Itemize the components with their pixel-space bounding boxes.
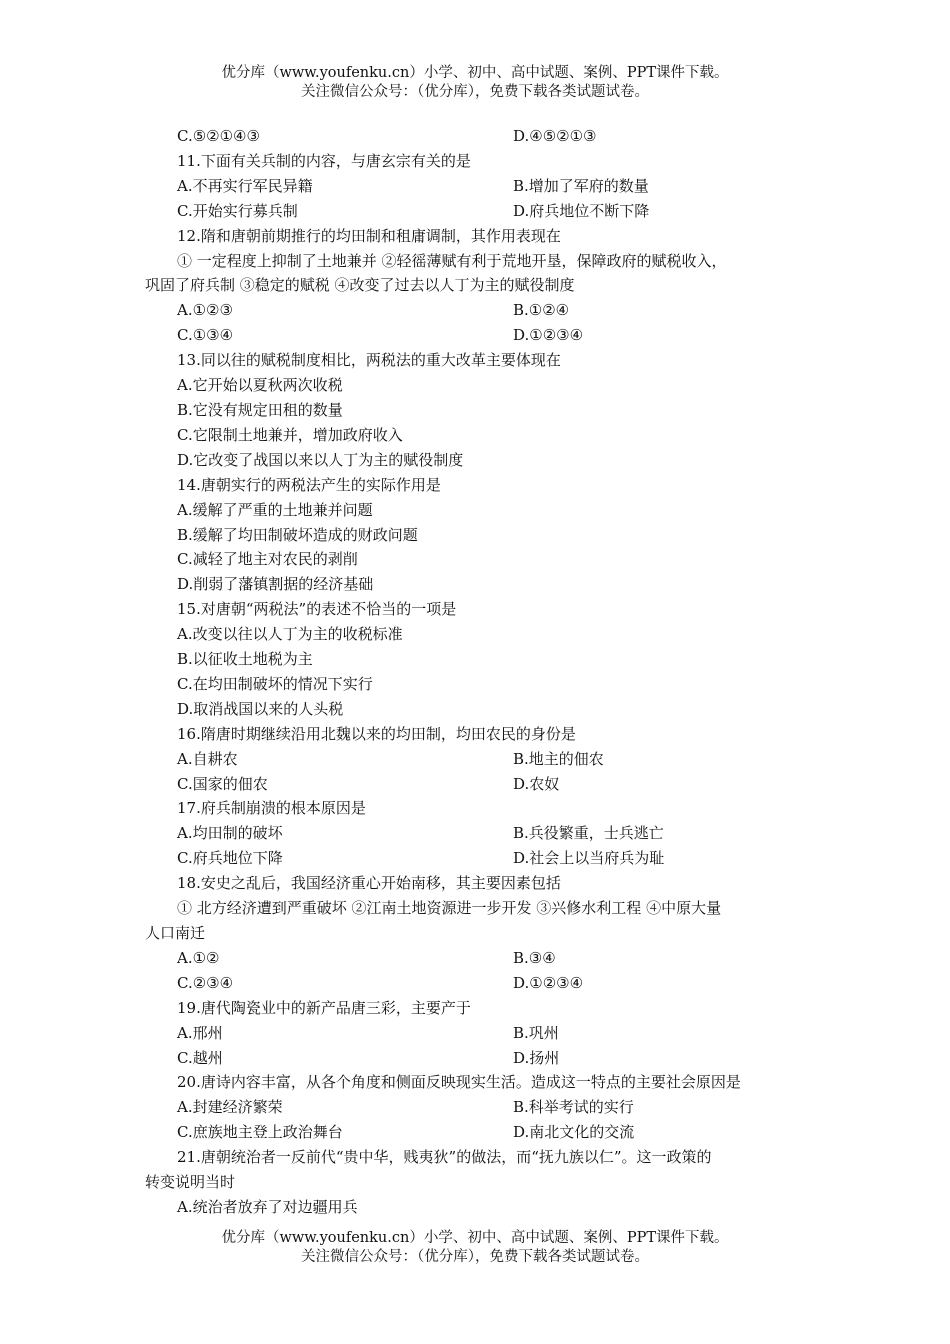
option-text: B.兵役繁重，士兵逃亡 bbox=[513, 824, 664, 843]
option-text: A.邢州 bbox=[177, 1023, 223, 1042]
question-line: 21.唐朝统治者一反前代“贵中华，贱夷狄”的做法，而“抚九族以仁”。这一政策的 bbox=[177, 1148, 712, 1167]
question-line: C.在均田制破坏的情况下实行 bbox=[177, 674, 373, 693]
question-line: 13.同以往的赋税制度相比，两税法的重大改革主要体现在 bbox=[177, 351, 561, 370]
question-continuation: 人口南迁 bbox=[145, 924, 206, 942]
header-line-1: 优分库（www.youfenku.cn）小学、初中、高中试题、案例、PPT课件下载。 bbox=[221, 65, 729, 81]
question-line: A.改变以往以人丁为主的收税标准 bbox=[177, 625, 403, 644]
question-line: D.削弱了藩镇割据的经济基础 bbox=[177, 575, 374, 594]
option-text: A.均田制的破坏 bbox=[177, 824, 283, 843]
option-text: C.①③④ bbox=[177, 326, 234, 345]
question-line: B.以征收土地税为主 bbox=[177, 650, 313, 669]
question-line: B.缓解了均田制破坏造成的财政问题 bbox=[177, 525, 418, 544]
option-row bbox=[145, 747, 810, 772]
question-line: 11.下面有关兵制的内容，与唐玄宗有关的是 bbox=[177, 151, 471, 170]
option-text: C.开始实行募兵制 bbox=[177, 201, 298, 220]
exam-content bbox=[145, 124, 810, 1220]
option-text: C.国家的佃农 bbox=[177, 774, 268, 793]
option-row bbox=[145, 298, 810, 323]
question-line: 15.对唐朝“两税法”的表述不恰当的一项是 bbox=[177, 600, 457, 619]
footer-line-1: 优分库（www.youfenku.cn）小学、初中、高中试题、案例、PPT课件下载。 bbox=[221, 1230, 729, 1246]
question-line: C.它限制土地兼并，增加政府收入 bbox=[177, 425, 403, 444]
question-line: ① 一定程度上抑制了土地兼并 ②轻徭薄赋有利于荒地开垦，保障政府的赋税收入， bbox=[177, 251, 727, 270]
option-row bbox=[145, 1046, 810, 1071]
page-footer bbox=[0, 1229, 950, 1267]
option-text: D.社会上以当府兵为耻 bbox=[513, 849, 665, 868]
option-text: D.南北文化的交流 bbox=[513, 1123, 635, 1142]
option-text: A.不再实行军民异籍 bbox=[177, 176, 313, 195]
option-text: D.扬州 bbox=[513, 1048, 560, 1067]
question-line: 17.府兵制崩溃的根本原因是 bbox=[177, 799, 366, 818]
option-text: B.地主的佃农 bbox=[513, 749, 604, 768]
header-line-2: 关注微信公众号：（优分库），免费下载各类试题试卷。 bbox=[301, 84, 649, 100]
option-row bbox=[145, 971, 810, 996]
question-line: B.它没有规定田租的数量 bbox=[177, 400, 343, 419]
question-line: A.它开始以夏秋两次收税 bbox=[177, 376, 343, 395]
option-text: D.④⑤②①③ bbox=[513, 127, 597, 145]
question-line: D.它改变了战国以来以人丁为主的赋役制度 bbox=[177, 450, 464, 469]
question-line: 12.隋和唐朝前期推行的均田制和租庸调制，其作用表现在 bbox=[177, 226, 561, 245]
option-text: D.①②③④ bbox=[513, 973, 584, 992]
option-text: C.②③④ bbox=[177, 973, 234, 992]
question-line: 14.唐朝实行的两税法产生的实际作用是 bbox=[177, 475, 441, 494]
question-continuation: 转变说明当时 bbox=[145, 1173, 236, 1192]
option-row bbox=[145, 1095, 810, 1120]
option-row bbox=[145, 1021, 810, 1046]
option-text: A.①②③ bbox=[177, 301, 233, 320]
option-text: B.巩州 bbox=[513, 1023, 559, 1042]
option-text: D.农奴 bbox=[513, 774, 560, 793]
question-line: 18.安史之乱后，我国经济重心开始南移，其主要因素包括 bbox=[177, 874, 561, 893]
footer-line-2: 关注微信公众号：（优分库），免费下载各类试题试卷。 bbox=[301, 1249, 649, 1265]
option-text: B.③④ bbox=[513, 948, 556, 967]
option-row bbox=[145, 199, 810, 224]
question-line: 16.隋唐时期继续沿用北魏以来的均田制，均田农民的身份是 bbox=[177, 724, 576, 743]
question-line: ① 北方经济遭到严重破坏 ②江南土地资源进一步开发 ③兴修水利工程 ④中原大量 bbox=[177, 899, 722, 918]
option-row bbox=[145, 821, 810, 846]
option-text: A.封建经济繁荣 bbox=[177, 1098, 283, 1117]
option-row bbox=[145, 846, 810, 871]
option-text: B.增加了军府的数量 bbox=[513, 176, 649, 195]
question-line: C.减轻了地主对农民的剥削 bbox=[177, 550, 358, 569]
question-line: 20.唐诗内容丰富，从各个角度和侧面反映现实生活。造成这一特点的主要社会原因是 bbox=[177, 1073, 741, 1092]
option-text: B.科举考试的实行 bbox=[513, 1098, 634, 1117]
option-text: C.府兵地位下降 bbox=[177, 849, 283, 868]
question-continuation: 巩固了府兵制 ③稳定的赋税 ④改变了过去以人丁为主的赋役制度 bbox=[145, 276, 575, 295]
question-line: D.取消战国以来的人头税 bbox=[177, 699, 344, 718]
option-text: D.①②③④ bbox=[513, 326, 584, 345]
option-row bbox=[145, 323, 810, 348]
option-text: C.⑤②①④③ bbox=[177, 127, 260, 145]
question-line: A.统治者放弃了对边疆用兵 bbox=[177, 1197, 358, 1216]
option-text: D.府兵地位不断下降 bbox=[513, 201, 650, 220]
option-text: C.越州 bbox=[177, 1048, 223, 1067]
question-line: 19.唐代陶瓷业中的新产品唐三彩，主要产于 bbox=[177, 998, 471, 1017]
question-line: A.缓解了严重的土地兼并问题 bbox=[177, 500, 373, 519]
option-row bbox=[145, 174, 810, 199]
page-header bbox=[0, 64, 950, 102]
option-row bbox=[145, 772, 810, 797]
option-text: B.①②④ bbox=[513, 301, 570, 320]
option-text: A.①② bbox=[177, 948, 220, 967]
option-text: A.自耕农 bbox=[177, 749, 238, 768]
option-row bbox=[145, 946, 810, 971]
option-row bbox=[145, 1120, 810, 1145]
option-text: C.庶族地主登上政治舞台 bbox=[177, 1123, 343, 1142]
option-row bbox=[145, 124, 810, 149]
